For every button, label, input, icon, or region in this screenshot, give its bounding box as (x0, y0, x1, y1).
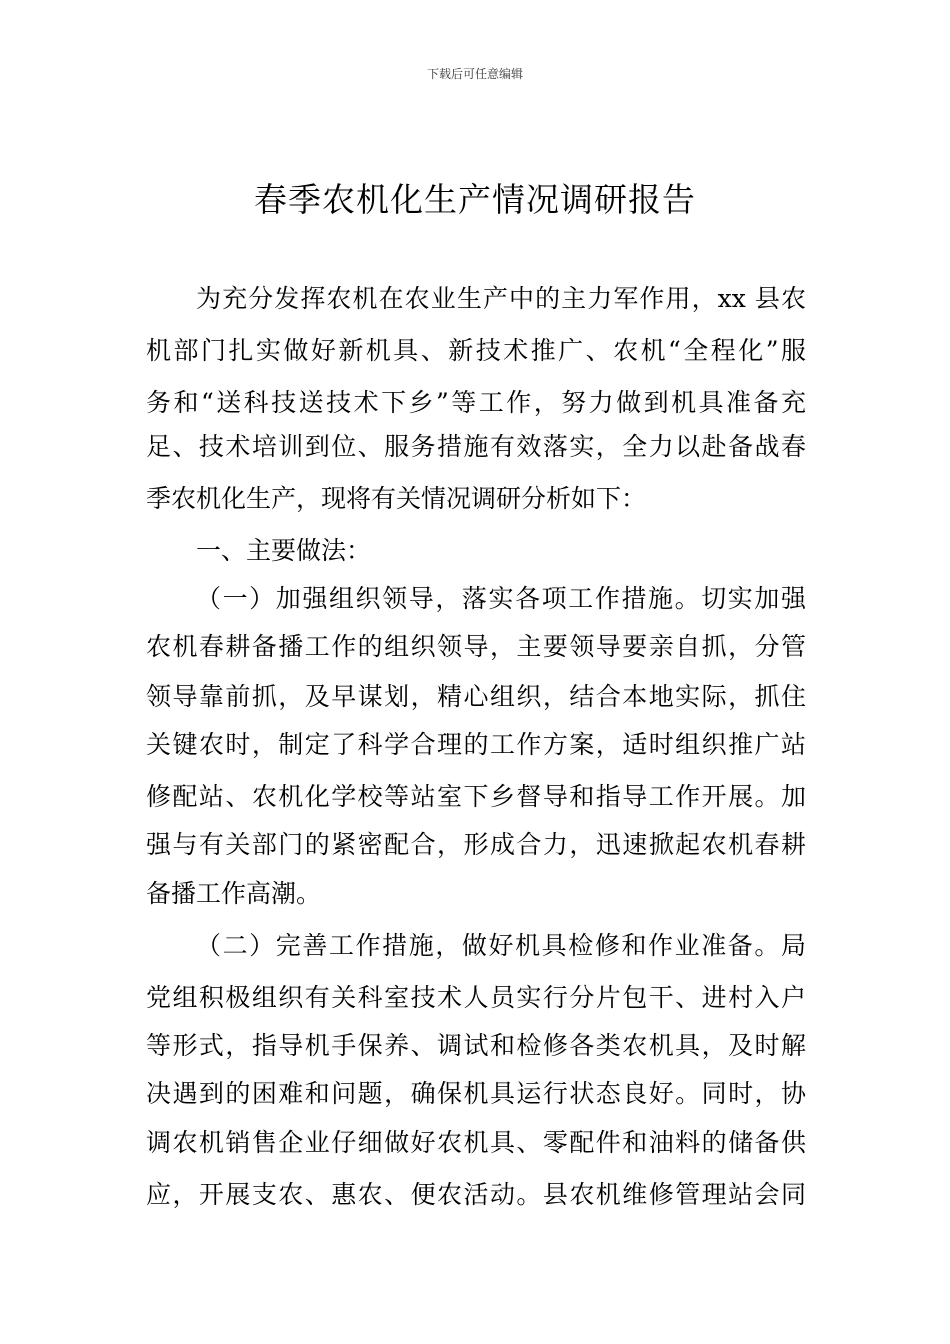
paragraph-line-text: 务和“送科技送技术下乡”等工作，努力做到机具准备充 (146, 388, 806, 417)
paragraph-line-text: 修配站、农机化学校等站室下乡督导和指导工作开展。加 (146, 782, 806, 811)
paragraph-line (0, 972, 950, 1024)
paragraph-line (0, 421, 950, 473)
paragraph-line (0, 273, 950, 325)
paragraph-line (0, 920, 950, 972)
paragraph-line (0, 1169, 950, 1221)
paragraph-line-text: 党组积极组织有关科室技术人员实行分片包干、进村入户 (146, 983, 806, 1012)
paragraph-line (0, 671, 950, 723)
paragraph-line-text: （一）加强组织领导，落实各项工作措施。切实加强 (196, 584, 806, 613)
paragraph-line (0, 819, 950, 871)
paragraph-line (0, 771, 950, 823)
paragraph-line (0, 473, 950, 525)
paragraph-line (0, 621, 950, 673)
section-heading (0, 525, 950, 577)
paragraph-line (0, 1117, 950, 1169)
paragraph-line-text: 领导靠前抓，及早谋划，精心组织，结合本地实际，抓住 (146, 682, 806, 711)
paragraph-line-text: 备播工作高潮。 (146, 879, 322, 908)
paragraph-line-text: 等形式，指导机手保养、调试和检修各类农机具，及时解 (146, 1031, 806, 1060)
paragraph-line (0, 1068, 950, 1120)
paragraph-line (0, 325, 950, 377)
paragraph-line-text: 季农机化生产，现将有关情况调研分析如下： (146, 484, 647, 513)
paragraph-line (0, 719, 950, 771)
section-heading-text: 一、主要做法： (196, 536, 372, 565)
paragraph-line (0, 1020, 950, 1072)
paragraph-line-text: 足、技术培训到位、服务措施有效落实，全力以赴备战春 (146, 432, 806, 461)
document-title: 春季农机化生产情况调研报告 (254, 180, 696, 219)
paragraph-line-text: 农机春耕备播工作的组织领导，主要领导要亲自抓，分管 (146, 632, 806, 661)
paragraph-line-text: 应，开展支农、惠农、便农活动。县农机维修管理站会同 (146, 1180, 806, 1209)
paragraph-line-text: 机部门扎实做好新机具、新技术推广、农机“全程化”服 (146, 336, 806, 365)
header-note: 下载后可任意编辑 (426, 67, 523, 81)
paragraph-line-text: 关键农时，制定了科学合理的工作方案，适时组织推广站 (146, 730, 806, 759)
paragraph-line (0, 868, 950, 920)
paragraph-line-text: 决遇到的困难和问题，确保机具运行状态良好。同时，协 (146, 1079, 806, 1108)
paragraph-line (0, 573, 950, 625)
paragraph-line-text: （二）完善工作措施，做好机具检修和作业准备。局 (196, 931, 806, 960)
paragraph-line-text: 调农机销售企业仔细做好农机具、零配件和油料的储备供 (146, 1128, 806, 1157)
paragraph-line-text: 为充分发挥农机在农业生产中的主力军作用，xx 县农 (196, 284, 806, 313)
paragraph-line-text: 强与有关部门的紧密配合，形成合力，迅速掀起农机春耕 (146, 830, 806, 859)
